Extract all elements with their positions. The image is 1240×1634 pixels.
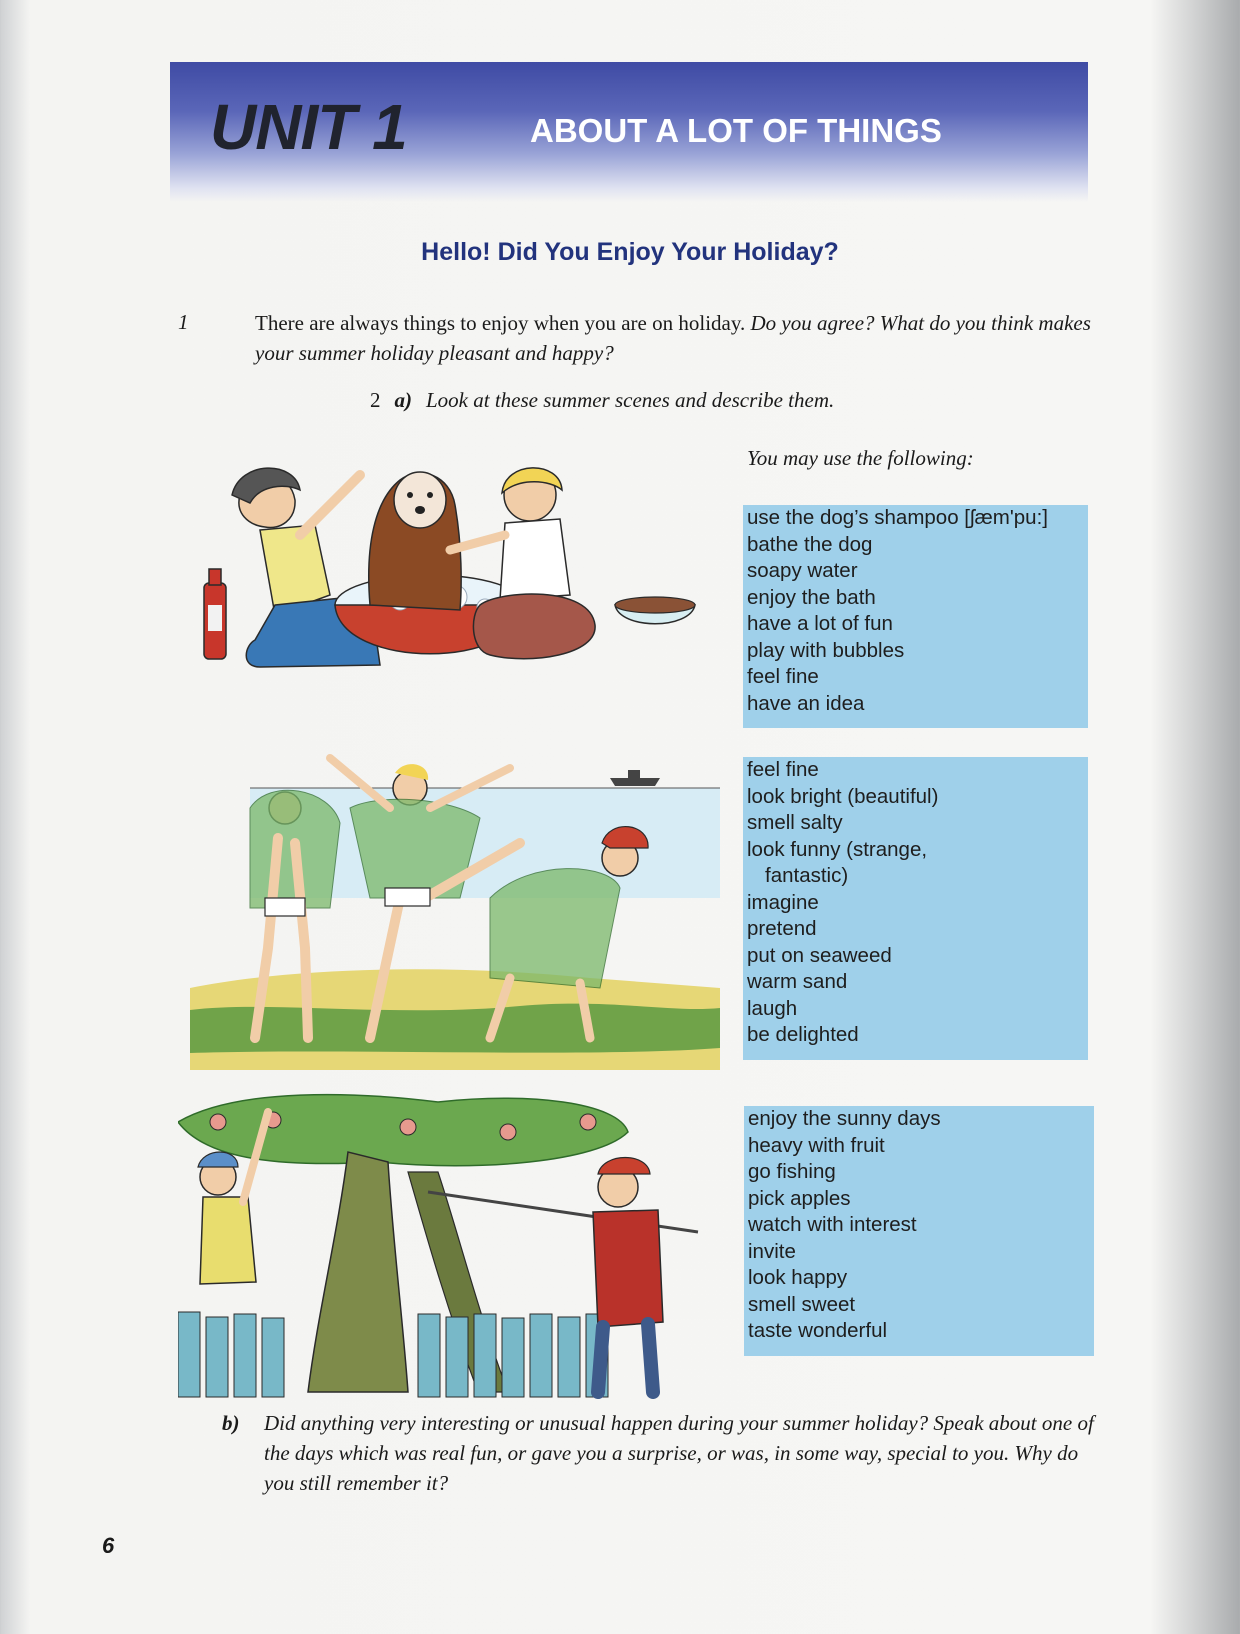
exercise-1-question: Do you agree? What do you think makes your summer holiday pleasant and happy? <box>255 311 1091 365</box>
exercise-1-text <box>255 308 1095 368</box>
vocab-item: be delighted <box>747 1023 859 1046</box>
ketchup-bottle-icon <box>204 569 226 659</box>
vocab-box-beach <box>743 757 1088 1060</box>
vocab-item: pretend <box>747 917 817 940</box>
page-number: 6 <box>102 1533 115 1558</box>
unit-number: UNIT 1 <box>210 91 407 163</box>
vocab-item: heavy with fruit <box>748 1133 885 1157</box>
vocab-box-garden <box>744 1106 1094 1356</box>
vocab-item: warm sand <box>747 970 848 993</box>
exercise-2a-text: Look at these summer scenes and describe them. <box>426 388 835 412</box>
tree-canopy <box>178 1095 628 1166</box>
vocab-item: look happy <box>748 1266 848 1289</box>
exercise-2b <box>222 1408 1102 1498</box>
vocab-item: pick apples <box>748 1186 851 1210</box>
exercise-2a-instruction <box>370 388 834 413</box>
ship-icon <box>610 770 660 786</box>
vocab-item: watch with interest <box>748 1213 917 1236</box>
vocab-item: have a lot of fun <box>747 612 893 635</box>
vocab-box-dog-bath <box>743 505 1088 728</box>
vocab-item: go fishing <box>748 1160 836 1183</box>
vocab-item: imagine <box>747 890 819 914</box>
boy-with-rod-figure <box>593 1158 663 1393</box>
vocab-item: taste wonderful <box>748 1319 888 1342</box>
exercise-2b-text: Did anything very interesting or unusual happen during your summer holiday? Speak about one of the days which was real fun, or gave you a surprise, or was, in some way, special to you. Why do you still remember it? <box>264 1411 1094 1495</box>
vocab-item: invite <box>748 1239 796 1263</box>
vocab-item: soapy water <box>747 559 858 582</box>
vocab-item: enjoy the sunny days <box>748 1107 941 1130</box>
exercise-1-plain-text: There are always things to enjoy when you are on holiday. <box>255 311 746 335</box>
vocab-item: bathe the dog <box>747 532 873 556</box>
vocab-item: fantastic) <box>765 864 849 887</box>
bowl-icon <box>615 597 695 624</box>
exercise-2a-letter: a) <box>394 388 412 412</box>
apple-tree-illustration <box>178 1092 738 1400</box>
beach-seaweed-illustration <box>190 748 730 1070</box>
unit-title: ABOUT A LOT OF THINGS <box>530 112 942 149</box>
may-use-label: You may use the following: <box>747 446 974 470</box>
vocab-item: smell salty <box>747 811 843 834</box>
unit-header-banner <box>170 62 1088 202</box>
exercise-1-number: 1 <box>178 310 189 334</box>
vocab-item: put on seaweed <box>747 943 892 967</box>
dog-bath-illustration <box>200 455 730 725</box>
vocab-item: smell sweet <box>748 1292 856 1316</box>
vocab-item: play with bubbles <box>747 638 905 662</box>
exercise-2b-letter: b) <box>222 1411 240 1435</box>
vocab-item: feel fine <box>747 665 819 688</box>
dog-figure <box>369 472 461 610</box>
vocab-item: look funny (strange, <box>747 837 928 861</box>
exercise-2-number: 2 <box>370 388 381 412</box>
lesson-title: Hello! Did You Enjoy Your Holiday? <box>421 238 839 266</box>
vocab-item: feel fine <box>747 758 819 781</box>
vocab-item: use the dog’s shampoo [ʃæm'pu:] <box>747 506 1048 529</box>
vocab-item: enjoy the bath <box>747 585 876 609</box>
vocab-item: have an idea <box>747 691 865 715</box>
vocab-item: laugh <box>747 996 798 1020</box>
vocab-item: look bright (beautiful) <box>747 784 939 808</box>
